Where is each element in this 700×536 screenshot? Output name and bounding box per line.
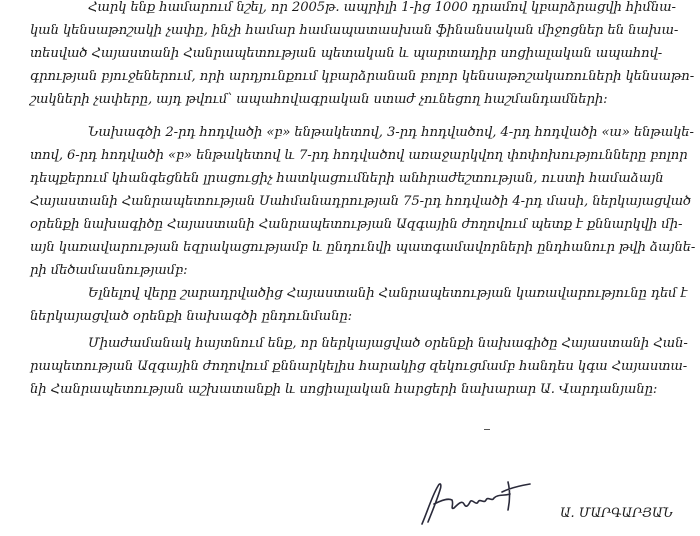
text-line: դեպքերում կհանգեցնեն լրացուցիչ հատկացումների անհրաժեշտության, ուստի համաձայն [30, 171, 664, 186]
text-line: Հայաստանի Հանրապետության Սահմանադրության 75-րդ հոդվածի 4-րդ մասի, ներկայացված [30, 194, 692, 209]
text-line: տով, 6-րդ հոդվածի «բ» ենթակետով և 7-րդ հոդվածով առաջարկվող փոփոխությունները բոլոր [30, 148, 688, 163]
text-line: ներկայացված օրենքի նախագծի ընդունմանը: [30, 309, 352, 324]
text-line: տեսված Հայաստանի Հանրապետության պետական և պարտադիր սոցիալական ապահով- [30, 46, 663, 61]
text-line: շակների չափերը, այդ թվում՝ ապահովագրական ստաժ չունեցող հաշմանդամների: [30, 92, 608, 107]
text-line: Հարկ ենք համարում նշել, որ 2005թ. ապրիլի 1-ից 1000 դրամով կբարձրացվի հիմնա- [88, 0, 676, 15]
text-line: րապետության Ազգային ժողովում քննարկելիս հարակից զեկուցմամբ հանդես կգա Հայաստա- [30, 359, 688, 374]
text-line: կան կենսաթոշակի չափը, ինչի համար համապատասխան ֆինանսական միջոցներ են նախա- [30, 23, 679, 38]
text-line: գրության բյուջեներում, որի արդյունքում կբարձրանան բոլոր կենսաթոշակառուների կենսաթո- [30, 69, 695, 84]
signer-name: Ա. ՄԱՐԳԱՐՅԱՆ [560, 506, 673, 521]
text-line: այն կառավարության եզրակացությամբ և ընդունվի պատգամավորների ընդհանուր թվի ձայնե- [30, 240, 696, 255]
text-line: նի Հանրապետության աշխատանքի և սոցիալական հարցերի նախարար Ա. Վարդանյանը: [30, 382, 658, 397]
text-line: Նախագծի 2-րդ հոդվածի «բ» ենթակետով, 3-րդ հոդվածով, 4-րդ հոդվածի «ա» ենթակե- [88, 125, 694, 140]
text-line: րի մեծամասնությամբ: [30, 263, 188, 278]
text-line: օրենքի նախագիծը Հայաստանի Հանրապետության Ազգային ժողովում պետք է քննարկվի մի- [30, 217, 683, 232]
text-line: Ելնելով վերը շարադրվածից Հայաստանի Հանրապետության կառավարությունը դեմ է [88, 286, 688, 301]
stray-mark [484, 429, 490, 430]
signature-image [418, 470, 536, 528]
text-line: Միաժամանակ հայտնում ենք, որ ներկայացված օրենքի նախագիծը Հայաստանի Հան- [88, 336, 688, 351]
